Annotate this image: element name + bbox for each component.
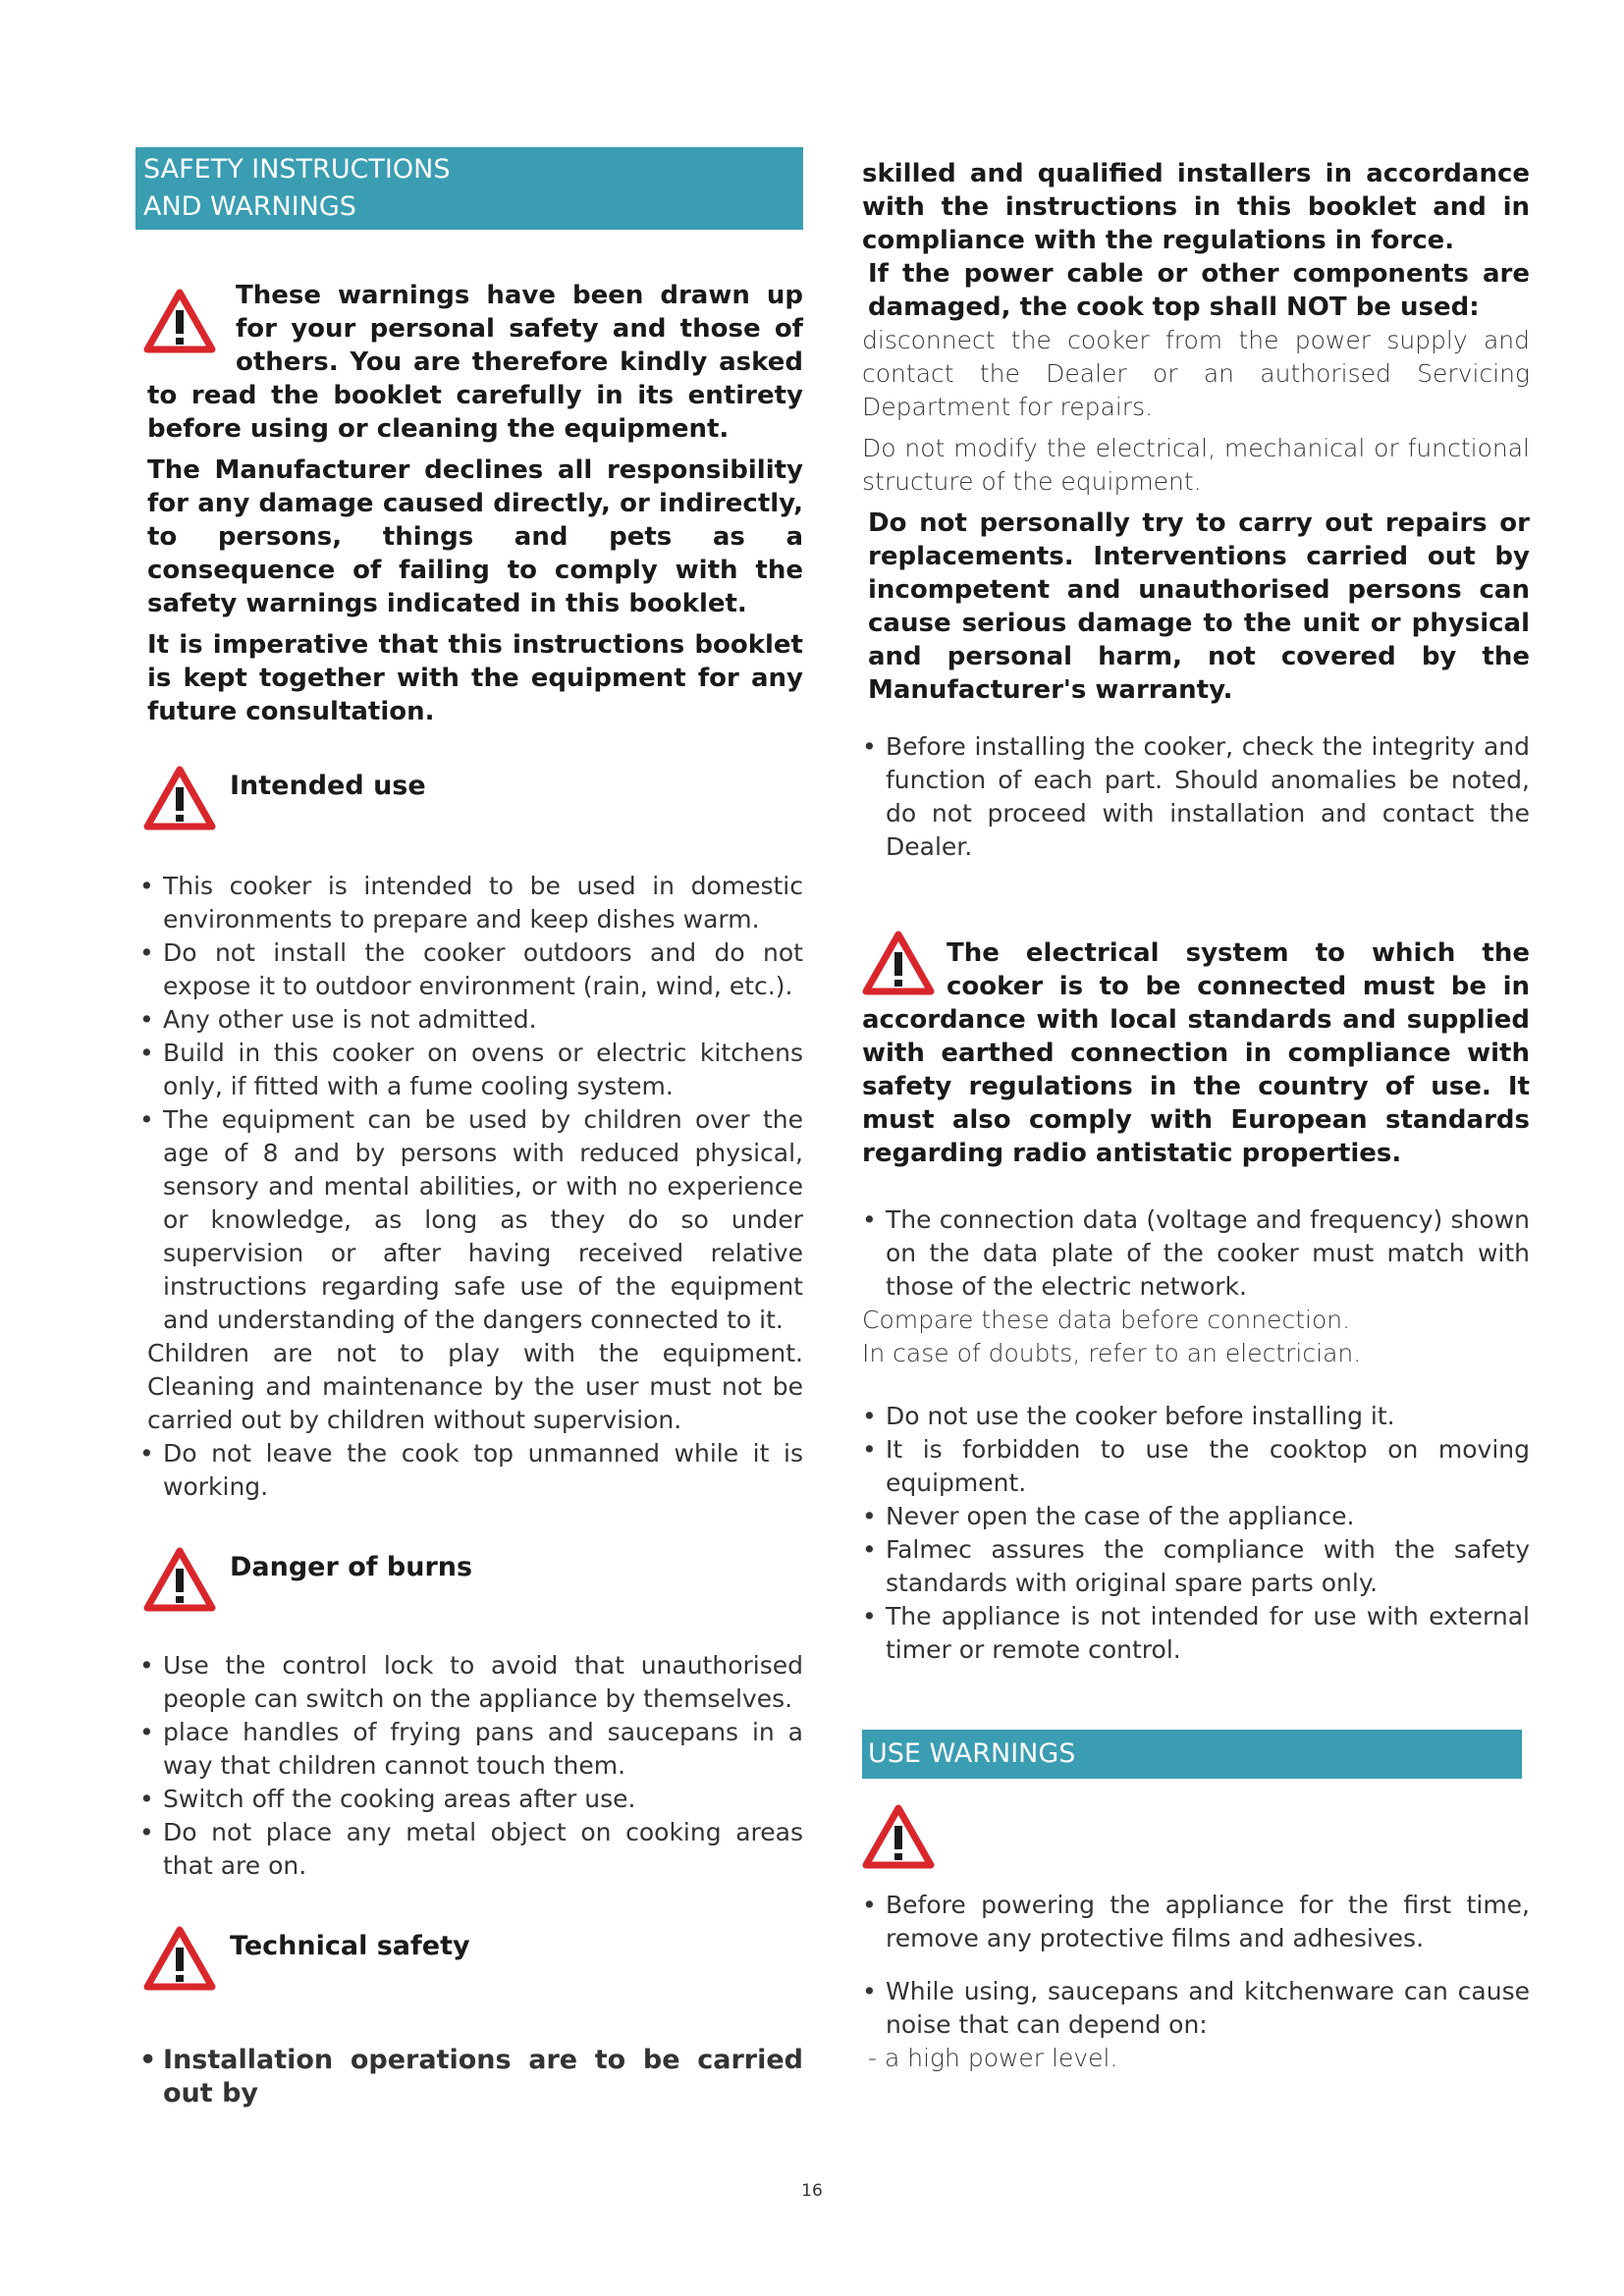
- warning-triangle-icon: [143, 289, 216, 353]
- intended-use-list-end: [135, 1437, 803, 1504]
- list-item: • Do not use the cooker before installing it.: [862, 1400, 1530, 1433]
- list-item: • Never open the case of the appliance.: [862, 1500, 1530, 1533]
- list-item: • The connection data (voltage and frequency) shown on the data plate of the cooker must match with those of the electric network.: [862, 1203, 1530, 1304]
- list-item: • Switch off the cooking areas after use.: [139, 1783, 803, 1816]
- list-item: • Use the control lock to avoid that unauthorised people can switch on the appliance by themselves.: [139, 1649, 803, 1716]
- list-item: • The equipment can be used by children over the age of 8 and by persons with reduced physical, sensory and mental abilities, or with no experience or knowledge, as long as they do so under supervision or after having received relative instructions regarding safe use of the equipment and understanding of the dangers connected to it.: [139, 1103, 803, 1337]
- intended-use-heading: Intended use: [230, 771, 426, 801]
- keep-booklet-note: It is imperative that this instructions booklet is kept together with the equipment for any future consultation.: [147, 630, 803, 726]
- installation-continued: skilled and qualified installers in accordance with the instructions in this booklet and in compliance with the regulations in force.: [862, 159, 1530, 255]
- banner-line-1: SAFETY INSTRUCTIONS: [143, 154, 451, 185]
- electrical-block: [862, 936, 1530, 1170]
- damaged-warning: If the power cable or other components are damaged, the cook top shall NOT be used:: [868, 259, 1530, 322]
- list-item: • The appliance is not intended for use with external timer or remote control.: [862, 1600, 1530, 1667]
- technical-safety-heading-row: [135, 1926, 803, 1991]
- doubt-note: In case of doubts, refer to an electrician.: [862, 1339, 1362, 1367]
- list-item: • place handles of frying pans and saucepans in a way that children cannot touch them.: [139, 1716, 803, 1783]
- banner-line-2: AND WARNINGS: [143, 191, 356, 222]
- list-item: • Before powering the appliance for the first time, remove any protective films and adhesives.: [862, 1889, 1530, 1955]
- use-warnings-icon-row: [862, 1804, 1530, 1869]
- list-item: • Build in this cooker on ovens or electric kitchens only, if fitted with a fume cooling system.: [139, 1037, 803, 1103]
- technical-safety-list: [135, 2044, 803, 2110]
- noise-cause-1: - a high power level.: [868, 2044, 1118, 2072]
- list-item: • Do not install the cooker outdoors and do not expose it to outdoor environment (rain, wind, etc.).: [139, 936, 803, 1003]
- danger-burns-heading: Danger of burns: [230, 1552, 473, 1582]
- warning-triangle-icon: [862, 1804, 935, 1869]
- warning-triangle-icon: [143, 1547, 216, 1612]
- left-column: [135, 147, 803, 2110]
- list-item: • While using, saucepans and kitchenware can cause noise that can depend on:: [862, 1975, 1530, 2042]
- safety-banner: [135, 147, 803, 230]
- electrical-warning: The electrical system to which the cooker is to be connected must be in accordance with local standards and supplied with earthed connection in compliance with safety regulations in the country of use. It must also comply with European standards regarding radio antistatic properties.: [862, 938, 1530, 1168]
- connection-list: [862, 1203, 1530, 1304]
- electrical-list: [862, 1400, 1530, 1667]
- intro-block: [135, 279, 803, 728]
- list-item: • Do not place any metal object on cooking areas that are on.: [139, 1816, 803, 1883]
- warning-triangle-icon: [143, 1926, 216, 1991]
- before-install-list: [862, 730, 1530, 864]
- danger-burns-list: [135, 1649, 803, 1883]
- damaged-instructions: disconnect the cooker from the power supply and contact the Dealer or an authorised Servicing Department for repairs.: [862, 326, 1530, 421]
- page-number: 16: [801, 2181, 823, 2201]
- list-item: • It is forbidden to use the cooktop on moving equipment.: [862, 1433, 1530, 1500]
- installation-item: • Installation operations are to be carried out by: [139, 2044, 803, 2110]
- intended-use-list: [135, 870, 803, 1337]
- use-warnings-title: USE WARNINGS: [868, 1738, 1076, 1769]
- use-warnings-banner: [862, 1730, 1522, 1779]
- technical-safety-heading: Technical safety: [230, 1931, 470, 1961]
- repairs-note: Do not personally try to carry out repairs or replacements. Interventions carried out by incompetent and unauthorised persons can cause serious damage to the unit or physical and personal harm, not covered by the Manufacturer's warranty.: [868, 508, 1530, 705]
- list-item: • Falmec assures the compliance with the safety standards with original spare parts only.: [862, 1533, 1530, 1600]
- list-item: • Before installing the cooker, check the integrity and function of each part. Should anomalies be noted, do not proceed with installation and contact the Dealer.: [862, 730, 1530, 864]
- intro-warning: These warnings have been drawn up for your personal safety and those of others. You are therefore kindly asked to read the booklet carefully in its entirety before using or cleaning the equipment.: [147, 281, 803, 444]
- right-column: [862, 157, 1530, 2075]
- use-warnings-list: [862, 1889, 1530, 2042]
- modify-note: Do not modify the electrical, mechanical or functional structure of the equipment.: [862, 434, 1530, 496]
- manufacturer-note: The Manufacturer declines all responsibility for any damage caused directly, or indirectly, to persons, things and pets as a consequence of failing to comply with the safety warnings indicated in this booklet.: [147, 455, 803, 618]
- list-item: • Any other use is not admitted.: [139, 1003, 803, 1037]
- children-note: Children are not to play with the equipment. Cleaning and maintenance by the user must not be carried out by children without supervision.: [147, 1339, 803, 1434]
- compare-note: Compare these data before connection.: [862, 1306, 1351, 1334]
- list-item: • Do not leave the cook top unmanned while it is working.: [139, 1437, 803, 1504]
- list-item: • This cooker is intended to be used in domestic environments to prepare and keep dishes warm.: [139, 870, 803, 936]
- intended-use-heading-row: [135, 766, 803, 830]
- danger-burns-heading-row: [135, 1547, 803, 1612]
- warning-triangle-icon: [862, 931, 935, 995]
- warning-triangle-icon: [143, 766, 216, 830]
